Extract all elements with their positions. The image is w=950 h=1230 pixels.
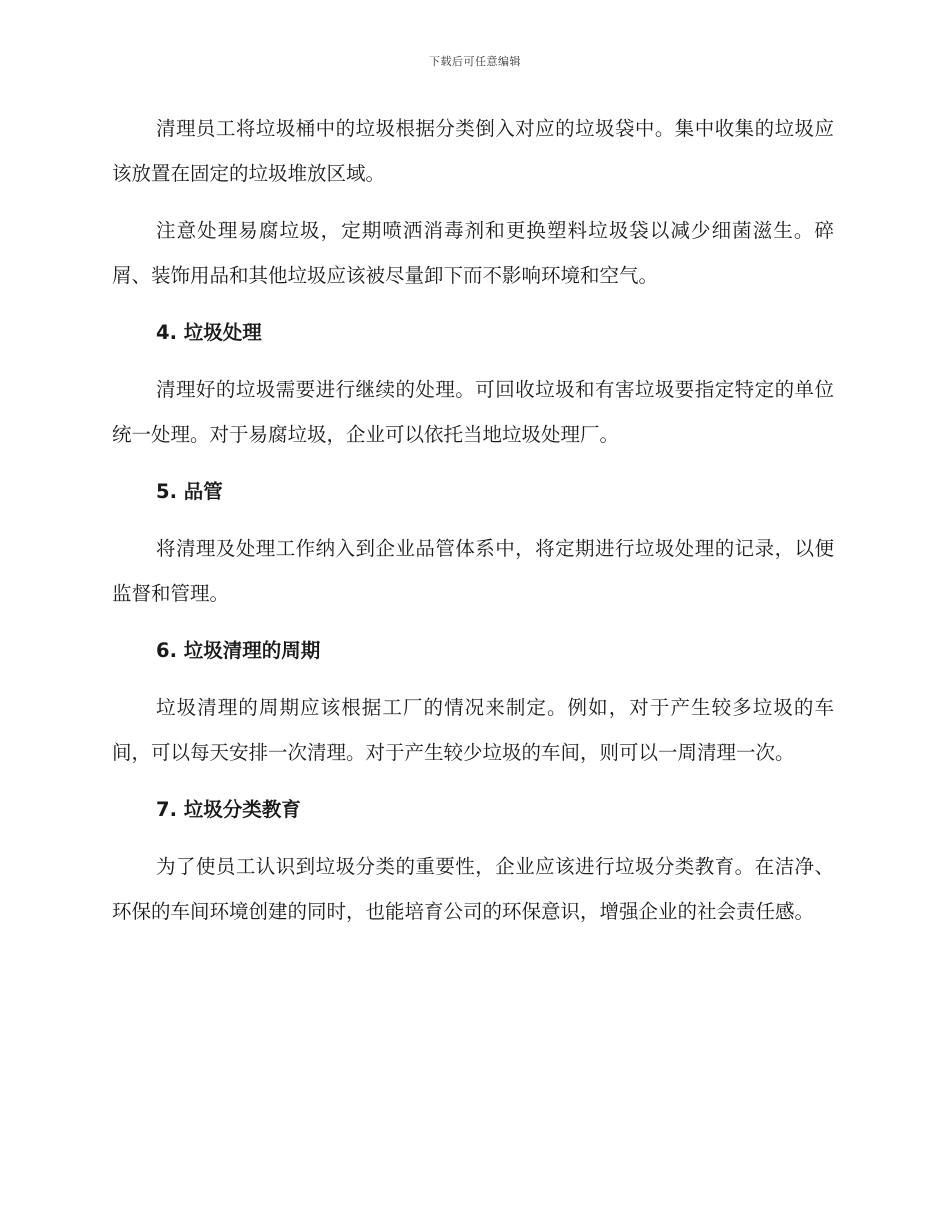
document-body xyxy=(112,106,834,934)
heading-quality-control: 5. 品管 xyxy=(156,480,223,503)
heading-sorting-education: 7. 垃圾分类教育 xyxy=(156,798,301,821)
paragraph-perishable: 注意处理易腐垃圾，定期喷洒消毒剂和更换塑料垃圾袋以减少细菌滋生。碎屑、装饰用品和其他垃圾应该被尽量卸下而不影响环境和空气。 xyxy=(112,219,834,287)
heading-disposal: 4. 垃圾处理 xyxy=(156,321,262,344)
header-note: 下载后可任意编辑 xyxy=(429,55,521,68)
paragraph-sorting: 清理员工将垃圾桶中的垃圾根据分类倒入对应的垃圾袋中。集中收集的垃圾应该放置在固定的垃圾堆放区域。 xyxy=(112,117,834,185)
paragraph-quality-control: 将清理及处理工作纳入到企业品管体系中，将定期进行垃圾处理的记录，以便监督和管理。 xyxy=(112,537,834,605)
heading-cleaning-cycle: 6. 垃圾清理的周期 xyxy=(156,639,321,662)
paragraph-disposal: 清理好的垃圾需要进行继续的处理。可回收垃圾和有害垃圾要指定特定的单位统一处理。对于易腐垃圾，企业可以依托当地垃圾处理厂。 xyxy=(112,378,834,446)
paragraph-sorting-education: 为了使员工认识到垃圾分类的重要性，企业应该进行垃圾分类教育。在洁净、环保的车间环境创建的同时，也能培育公司的环保意识，增强企业的社会责任感。 xyxy=(112,855,834,923)
paragraph-cleaning-cycle: 垃圾清理的周期应该根据工厂的情况来制定。例如，对于产生较多垃圾的车间，可以每天安排一次清理。对于产生较少垃圾的车间，则可以一周清理一次。 xyxy=(112,696,834,764)
